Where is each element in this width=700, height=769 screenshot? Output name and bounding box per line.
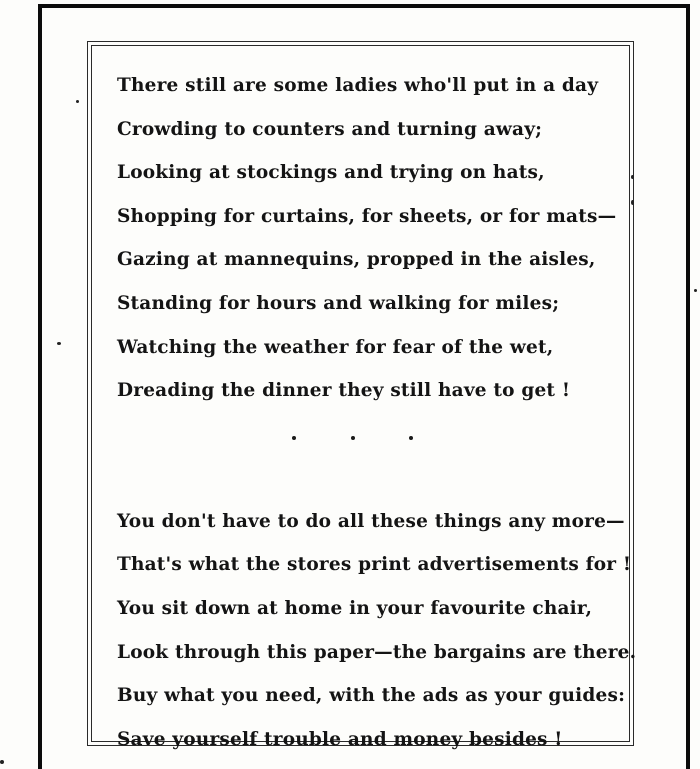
print-speck (631, 200, 634, 205)
poem-line: Watching the weather for fear of the wet, (117, 336, 554, 358)
poem (117, 70, 637, 767)
poem-line: You sit down at home in your favourite chair, (117, 597, 593, 619)
poem-line: Dreading the dinner they still have to get ! (117, 380, 571, 402)
poem-stanza-2 (117, 506, 637, 768)
separator-dot (409, 436, 413, 440)
poem-line: Buy what you need, with the ads as your guides: (117, 685, 626, 707)
print-speck (57, 342, 61, 345)
poem-line: Looking at stockings and trying on hats, (117, 162, 545, 184)
poem-line: Crowding to counters and turning away; (117, 118, 543, 140)
separator-dot (351, 436, 355, 440)
print-speck (0, 760, 4, 764)
poem-line: Save yourself trouble and money besides ! (117, 728, 563, 750)
poem-line: Shopping for curtains, for sheets, or for mats— (117, 205, 617, 227)
print-speck (694, 289, 697, 292)
stanza-separator-dots (278, 432, 428, 444)
print-speck (76, 100, 79, 103)
outer-frame-left-rule (38, 4, 42, 769)
poem-line: Look through this paper—the bargains are there. (117, 641, 637, 663)
print-speck (631, 175, 634, 179)
outer-frame-right-rule (686, 4, 690, 769)
separator-dot (292, 436, 296, 440)
poem-line: Gazing at mannequins, propped in the aisles, (117, 249, 596, 271)
poem-line: Standing for hours and walking for miles; (117, 292, 560, 314)
poem-line: You don't have to do all these things any more— (117, 510, 625, 532)
outer-frame-top-rule (38, 4, 690, 8)
poem-stanza-1 (117, 70, 617, 419)
poem-line: There still are some ladies who'll put in a day (117, 75, 599, 96)
poem-line: That's what the stores print advertisements for ! (117, 554, 632, 576)
